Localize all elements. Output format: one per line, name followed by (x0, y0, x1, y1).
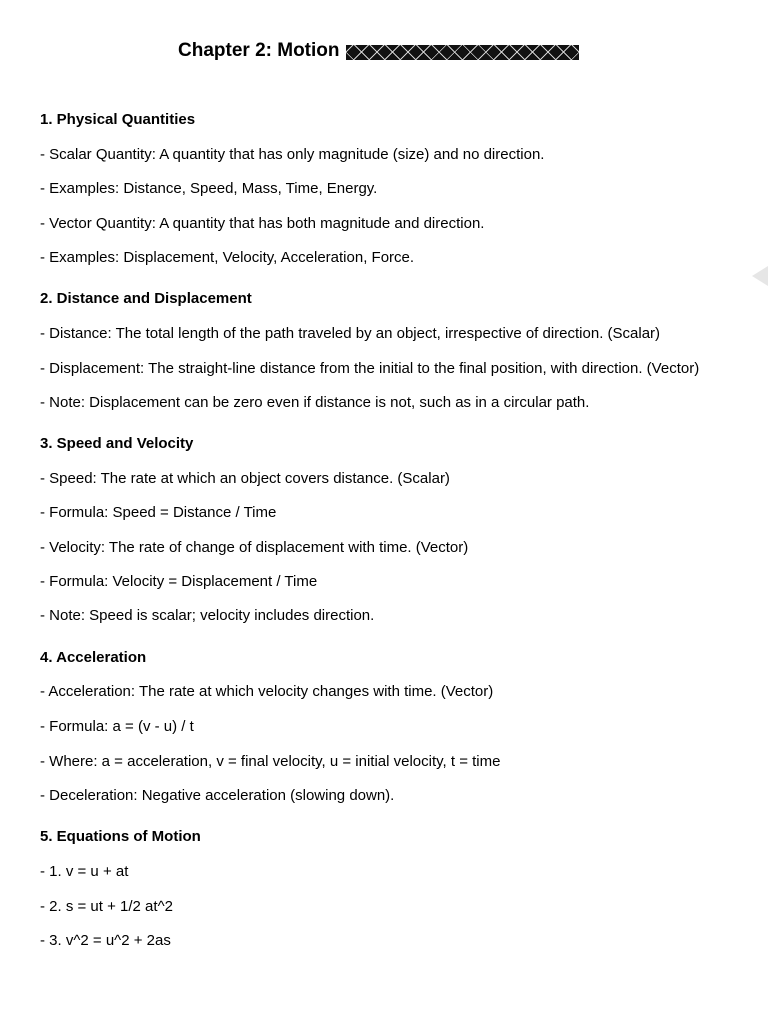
title-row (178, 38, 579, 64)
list-item: - 2. s = ut + 1/2 at^2 (40, 898, 173, 915)
list-item: - 1. v = u + at (40, 863, 129, 880)
list-item: - Deceleration: Negative acceleration (slowing down). (40, 787, 395, 804)
list-item: - Scalar Quantity: A quantity that has only magnitude (size) and no direction. (40, 146, 545, 163)
section-heading: 5. Equations of Motion (40, 828, 201, 845)
list-item: - Displacement: The straight-line distance from the initial to the final position, with direction. (Vector) (40, 360, 700, 377)
list-item: - Vector Quantity: A quantity that has both magnitude and direction. (40, 215, 485, 232)
section-heading: 1. Physical Quantities (40, 111, 196, 128)
redaction-block (346, 45, 579, 60)
list-item: - Examples: Distance, Speed, Mass, Time, Energy. (40, 180, 378, 197)
list-item: - Speed: The rate at which an object covers distance. (Scalar) (40, 470, 450, 487)
list-item: - Note: Displacement can be zero even if distance is not, such as in a circular path. (40, 394, 590, 411)
list-item: - Acceleration: The rate at which velocity changes with time. (Vector) (40, 683, 494, 700)
list-item: - Formula: Speed = Distance / Time (40, 504, 277, 521)
list-item: - Distance: The total length of the path traveled by an object, irrespective of direction. (Scalar) (40, 325, 661, 342)
list-item: - Examples: Displacement, Velocity, Acceleration, Force. (40, 249, 415, 266)
list-item: - Where: a = acceleration, v = final velocity, u = initial velocity, t = time (40, 753, 501, 770)
list-item: - Formula: Velocity = Displacement / Time (40, 573, 318, 590)
list-item: - Formula: a = (v - u) / t (40, 718, 194, 735)
section-heading: 4. Acceleration (40, 649, 147, 666)
page-title: Chapter 2: Motion (178, 40, 340, 61)
list-item: - 3. v^2 = u^2 + 2as (40, 932, 171, 949)
list-item: - Velocity: The rate of change of displacement with time. (Vector) (40, 539, 469, 556)
list-item: - Note: Speed is scalar; velocity includes direction. (40, 607, 375, 624)
section-heading: 3. Speed and Velocity (40, 435, 194, 452)
page-tab-handle[interactable] (752, 266, 768, 286)
section-heading: 2. Distance and Displacement (40, 290, 252, 307)
